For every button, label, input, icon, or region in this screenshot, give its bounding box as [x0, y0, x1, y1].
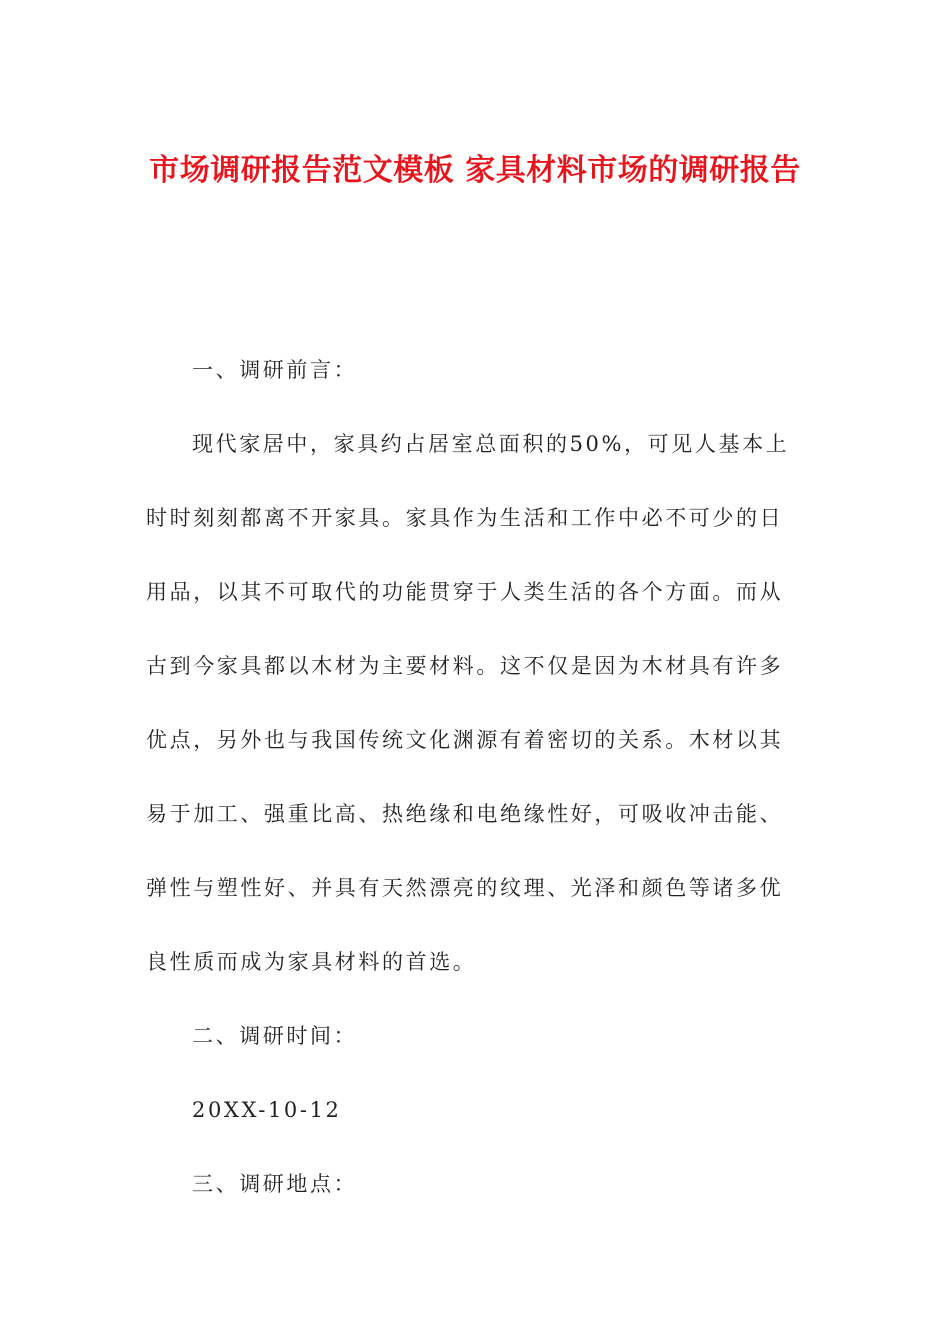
section-heading-location: 三、调研地点：	[192, 1172, 358, 1196]
preface-paragraph: 现代家居中，家具约占居室总面积的50%，可见人基本上时时刻刻都离不开家具。家具作为生活和工作中必不可少的日用品，以其不可取代的功能贯穿于人类生活的各个方面。而从古到今家具都以木材为主要材料。这不仅是因为木材具有许多优点，另外也与我国传统文化渊源有着密切的关系。木材以其易于加工、强重比高、热绝缘和电绝缘性好，可吸收冲击能、弹性与塑性好、并具有天然漂亮的纹理、光泽和颜色等诸多优良性质而成为家具材料的首选。	[146, 432, 790, 974]
section-heading-time: 二、调研时间：	[192, 1024, 358, 1048]
survey-date: 20XX-10-12	[192, 1098, 342, 1122]
document-title: 市场调研报告范文模板 家具材料市场的调研报告	[149, 153, 801, 188]
section-heading-preface: 一、调研前言：	[192, 358, 358, 382]
document-body	[146, 333, 796, 1221]
